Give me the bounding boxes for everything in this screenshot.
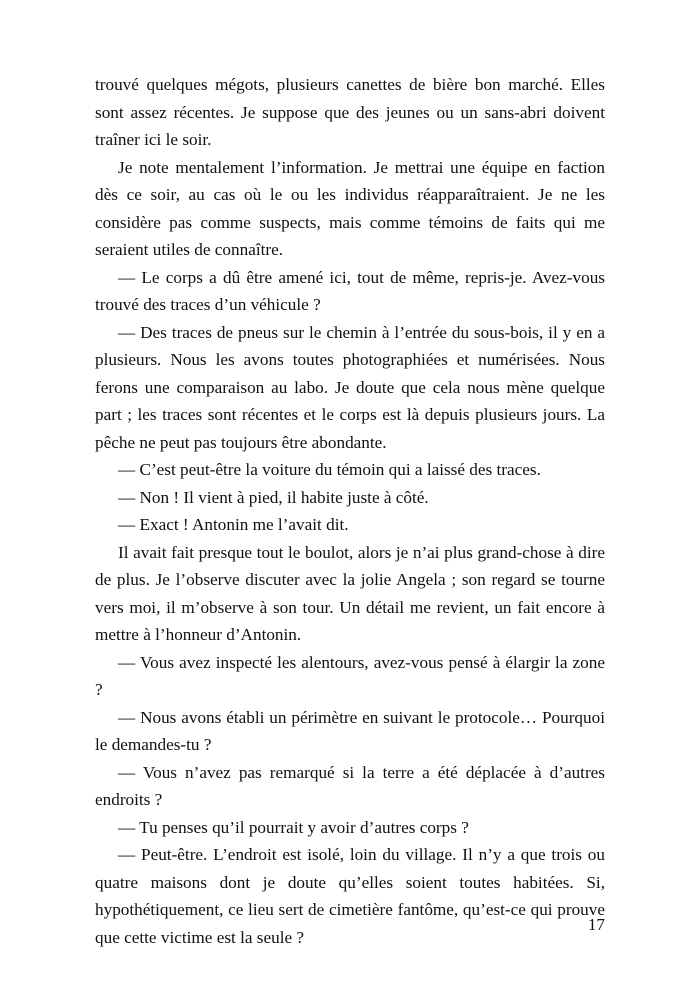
dialogue-line: — Des traces de pneus sur le chemin à l’entrée du sous-bois, il y en a plusieurs. Nous les avons toutes photographiées et numérisées. Nous ferons une comparaison au labo. Je doute que cela nous mène quelque part ; les traces sont récentes et le corps est là depuis plusieurs jours. La pêche ne peut pas toujours être abondante. <box>95 322 605 452</box>
dialogue-line: — Le corps a dû être amené ici, tout de même, repris-je. Avez-vous trouvé des traces d’un véhicule ? <box>95 267 605 314</box>
dialogue-line: — C’est peut-être la voiture du témoin qui a laissé des traces. <box>118 460 541 479</box>
dialogue-line: — Non ! Il vient à pied, il habite juste à côté. <box>118 487 429 507</box>
body-text <box>95 71 605 951</box>
paragraph: Il avait fait presque tout le boulot, alors je n’ai plus grand-chose à dire de plus. Je l’observe discuter avec la jolie Angela ; son regard se tourne vers moi, il m’observe à son tour. Un détail me revient, un fait encore à mettre à l’honneur d’Antonin. <box>95 542 605 644</box>
paragraph-continuation: trouvé quelques mégots, plusieurs canettes de bière bon marché. Elles sont assez récentes. Je suppose que des jeunes ou un sans-abri doivent traîner ici le soir. <box>95 75 605 149</box>
dialogue-line: — Peut-être. L’endroit est isolé, loin du village. Il n’y a que trois ou quatre maisons dont je doute qu’elles soient toutes habitées. Si, hypothétiquement, ce lieu sert de cimetière fantôme, qu’est-ce qui prouve que cette victime est la seule ? <box>95 845 605 947</box>
dialogue-line: — Exact ! Antonin me l’avait dit. <box>118 515 349 534</box>
dialogue-line: — Nous avons établi un périmètre en suivant le protocole… Pourquoi le demandes-tu ? <box>95 707 605 754</box>
dialogue-line: — Vous avez inspecté les alentours, avez-vous pensé à élargir la zone ? <box>95 652 605 699</box>
page-number: 17 <box>587 915 605 934</box>
paragraph: Je note mentalement l’information. Je mettrai une équipe en faction dès ce soir, au cas où le ou les individus réapparaîtraient. Je ne les considère pas comme suspects, mais comme témoins de faits qui me seraient utiles de connaître. <box>95 157 605 259</box>
dialogue-line: — Tu penses qu’il pourrait y avoir d’autres corps ? <box>118 817 469 837</box>
dialogue-line: — Vous n’avez pas remarqué si la terre a été déplacée à d’autres endroits ? <box>95 762 605 809</box>
